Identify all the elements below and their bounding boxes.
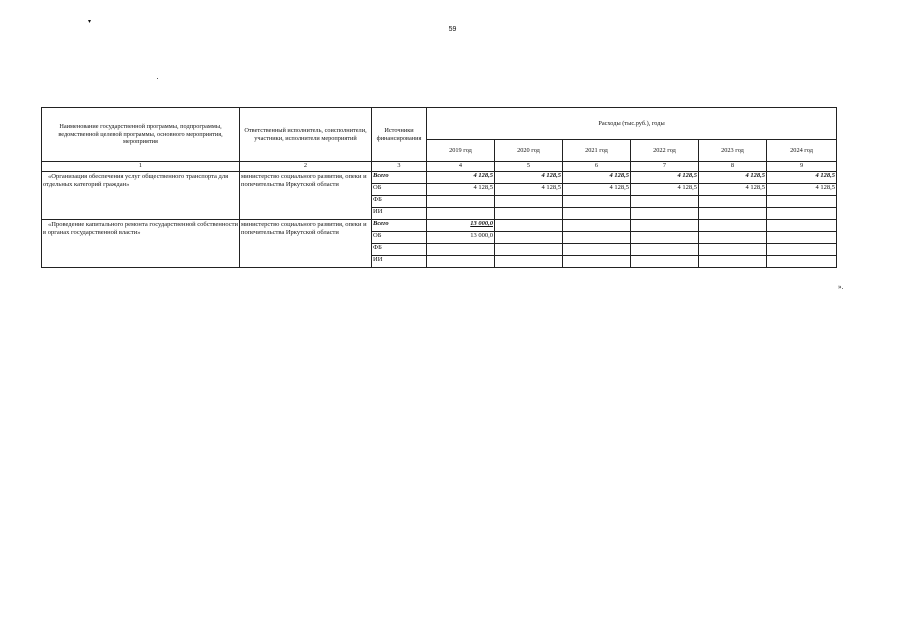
value-cell xyxy=(495,196,563,208)
header-year: 2024 год xyxy=(767,140,837,162)
column-number: 5 xyxy=(495,162,563,172)
header-year: 2023 год xyxy=(699,140,767,162)
value-cell xyxy=(563,208,631,220)
value-cell xyxy=(563,220,631,232)
value-cell xyxy=(767,244,837,256)
activity-executor: министерство социального развития, опеки и попечительства Иркутской области xyxy=(240,220,372,268)
closing-quote-mark: ». xyxy=(838,283,844,291)
header-year: 2021 год xyxy=(563,140,631,162)
value-cell xyxy=(699,256,767,268)
value-cell: 4 128,5 xyxy=(563,172,631,184)
value-cell: 4 128,5 xyxy=(427,184,495,196)
value-cell: 4 128,5 xyxy=(495,172,563,184)
activity-name: «Организация обеспечения услуг общественного транспорта для отдельных категорий граждан» xyxy=(42,172,240,220)
source-label: Всего xyxy=(372,220,427,232)
value-cell xyxy=(495,220,563,232)
value-cell: 4 128,5 xyxy=(427,172,495,184)
source-label: ИИ xyxy=(372,208,427,220)
value-cell: 4 128,5 xyxy=(495,184,563,196)
value-cell xyxy=(767,208,837,220)
value-cell xyxy=(495,232,563,244)
value-cell xyxy=(699,208,767,220)
value-cell xyxy=(495,244,563,256)
source-label: Всего xyxy=(372,172,427,184)
header-year: 2020 год xyxy=(495,140,563,162)
scan-artifact-mark: ▾ xyxy=(88,19,92,25)
value-cell: 4 128,5 xyxy=(767,172,837,184)
value-cell xyxy=(563,196,631,208)
header-row-1 xyxy=(42,108,837,140)
column-number-row xyxy=(42,162,837,172)
activity-name: «Проведение капитального ремонта государственной собственности в органах государственной власти» xyxy=(42,220,240,268)
column-number: 7 xyxy=(631,162,699,172)
value-cell xyxy=(631,208,699,220)
header-expenses: Расходы (тыс.руб.), годы xyxy=(427,108,837,140)
column-number: 6 xyxy=(563,162,631,172)
column-number: 9 xyxy=(767,162,837,172)
value-cell xyxy=(699,232,767,244)
value-cell: 4 128,5 xyxy=(631,172,699,184)
value-cell: 13 000,0 xyxy=(427,220,495,232)
table-row xyxy=(42,220,837,232)
value-cell: 13 000,0 xyxy=(427,232,495,244)
column-number: 4 xyxy=(427,162,495,172)
value-cell xyxy=(631,244,699,256)
source-label: ОБ xyxy=(372,232,427,244)
column-number: 2 xyxy=(240,162,372,172)
value-cell xyxy=(563,232,631,244)
page-number: 59 xyxy=(448,26,457,33)
expenses-table xyxy=(41,107,837,268)
value-cell xyxy=(427,208,495,220)
column-number: 3 xyxy=(372,162,427,172)
scan-artifact-dot xyxy=(157,78,158,79)
value-cell xyxy=(427,196,495,208)
value-cell xyxy=(427,256,495,268)
source-label: ФБ xyxy=(372,244,427,256)
value-cell xyxy=(699,196,767,208)
value-cell xyxy=(427,244,495,256)
value-cell xyxy=(631,256,699,268)
activity-executor: министерство социального развития, опеки и попечительства Иркутской области xyxy=(240,172,372,220)
value-cell xyxy=(767,256,837,268)
source-label: ОБ xyxy=(372,184,427,196)
value-cell xyxy=(767,220,837,232)
value-cell: 4 128,5 xyxy=(767,184,837,196)
value-cell xyxy=(495,256,563,268)
value-cell xyxy=(631,196,699,208)
column-number: 8 xyxy=(699,162,767,172)
value-cell xyxy=(631,220,699,232)
header-year: 2022 год xyxy=(631,140,699,162)
value-cell xyxy=(631,232,699,244)
header-executor: Ответственный исполнитель, соисполнители, участники, исполнители мероприятий xyxy=(240,108,372,162)
value-cell: 4 128,5 xyxy=(699,184,767,196)
value-cell: 4 128,5 xyxy=(563,184,631,196)
table-row xyxy=(42,172,837,184)
header-year: 2019 год xyxy=(427,140,495,162)
value-cell xyxy=(699,220,767,232)
source-label: ИИ xyxy=(372,256,427,268)
value-cell: 4 128,5 xyxy=(699,172,767,184)
source-label: ФБ xyxy=(372,196,427,208)
header-funding-source: Источники финансирования xyxy=(372,108,427,162)
value-cell: 4 128,5 xyxy=(631,184,699,196)
header-program-name: Наименование государственной программы, подпрограммы, ведомственной целевой программы, основного мероприятия, мероприятия xyxy=(42,108,240,162)
value-cell xyxy=(495,208,563,220)
value-cell xyxy=(563,256,631,268)
column-number: 1 xyxy=(42,162,240,172)
value-cell xyxy=(767,196,837,208)
value-cell xyxy=(767,232,837,244)
value-cell xyxy=(699,244,767,256)
value-cell xyxy=(563,244,631,256)
